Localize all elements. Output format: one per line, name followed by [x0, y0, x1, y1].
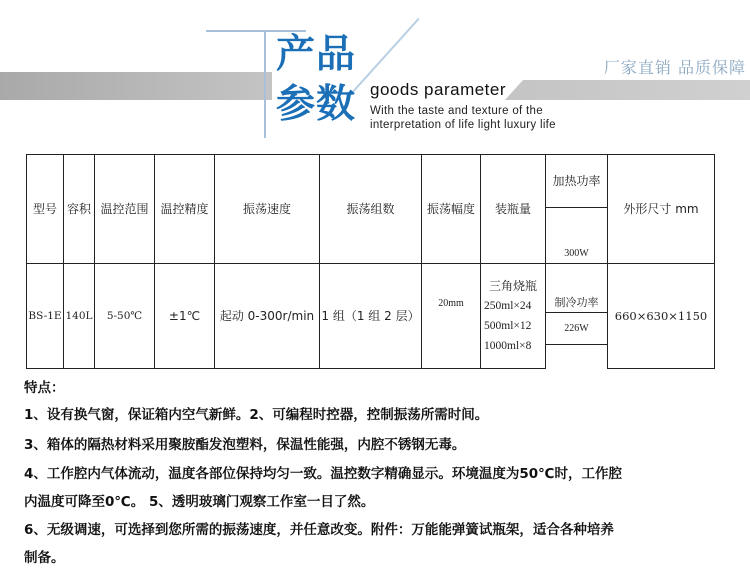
note-line-2: 3、箱体的隔热材料采用聚胺酯发泡塑料，保温性能强，内腔不锈钢无毒。 — [24, 437, 466, 453]
subtitle-line2: interpretation of life light luxury life — [370, 119, 556, 131]
note-line-3b: 内温度可降至0℃。 5、透明玻璃门观察工作室一目了然。 — [24, 494, 375, 510]
note-line-3a: 4、工作腔内气体流动，温度各部位保持均匀一致。温控数字精确显示。环境温度为50℃时，工作腔 — [24, 466, 623, 482]
cell-heat-power: 300W — [546, 207, 608, 263]
header-model: 型号 — [27, 155, 64, 264]
header-group: 振荡组数 — [320, 155, 422, 264]
header-banner — [0, 0, 750, 140]
cell-bottle — [481, 263, 546, 368]
header-band-right — [505, 80, 750, 100]
cell-temp-range: 5-50℃ — [95, 263, 155, 368]
cell-model: BS-1E — [27, 263, 64, 368]
slogan: 厂家直销 品质保障 — [603, 58, 746, 77]
header-amplitude: 振荡幅度 — [422, 155, 481, 264]
header-band-left — [0, 72, 272, 100]
bottle-title: 三角烧瓶 — [488, 278, 537, 293]
page-title-line1: 产品 — [276, 32, 357, 77]
page-title — [276, 30, 366, 130]
empty-cell — [546, 344, 608, 368]
cell-speed: 起动 0-300r/min — [215, 263, 320, 368]
notes-heading: 特点： — [24, 380, 65, 396]
note-line-1: 1、设有换气窗，保证箱内空气新鲜。2、可编程时控器，控制振荡所需时间。 — [24, 407, 489, 423]
cell-volume: 140L — [64, 263, 95, 368]
decorative-vertical-line — [264, 30, 266, 138]
header-size: 外形尺寸 mm — [608, 155, 715, 264]
bottle-1000: 1000ml×8 — [484, 339, 532, 352]
header-temp-precision: 温控精度 — [155, 155, 215, 264]
cell-group: 1 组（1 组 2 层） — [320, 263, 422, 368]
bottle-250: 250ml×24 — [484, 299, 532, 312]
header-heat-power: 加热功率 — [546, 155, 608, 208]
subtitle-line1: With the taste and texture of the — [370, 105, 543, 117]
header-temp-range: 温控范围 — [95, 155, 155, 264]
header-cool-power: 制冷功率 — [546, 263, 608, 312]
note-line-4b: 制备。 — [24, 550, 65, 566]
header-volume: 容积 — [64, 155, 95, 264]
note-line-4a: 6、无级调速，可选择到您所需的振荡速度，并任意改变。附件：万能能弹簧试瓶架，适合各种培养 — [24, 522, 614, 538]
page-subtitle — [370, 104, 556, 132]
cell-cool-power: 226W — [546, 312, 608, 344]
cell-size: 660×630×1150 — [608, 263, 715, 368]
parameter-table — [26, 154, 715, 369]
header-speed: 振荡速度 — [215, 155, 320, 264]
page-title-english: goods parameter — [370, 80, 507, 99]
bottle-500: 500ml×12 — [484, 319, 532, 332]
cell-amplitude: 20mm — [422, 263, 481, 368]
header-bottle: 装瓶量 — [481, 155, 546, 264]
page-title-line2: 参数 — [276, 82, 357, 127]
cell-temp-precision: ±1℃ — [155, 263, 215, 368]
feature-notes — [24, 376, 736, 572]
